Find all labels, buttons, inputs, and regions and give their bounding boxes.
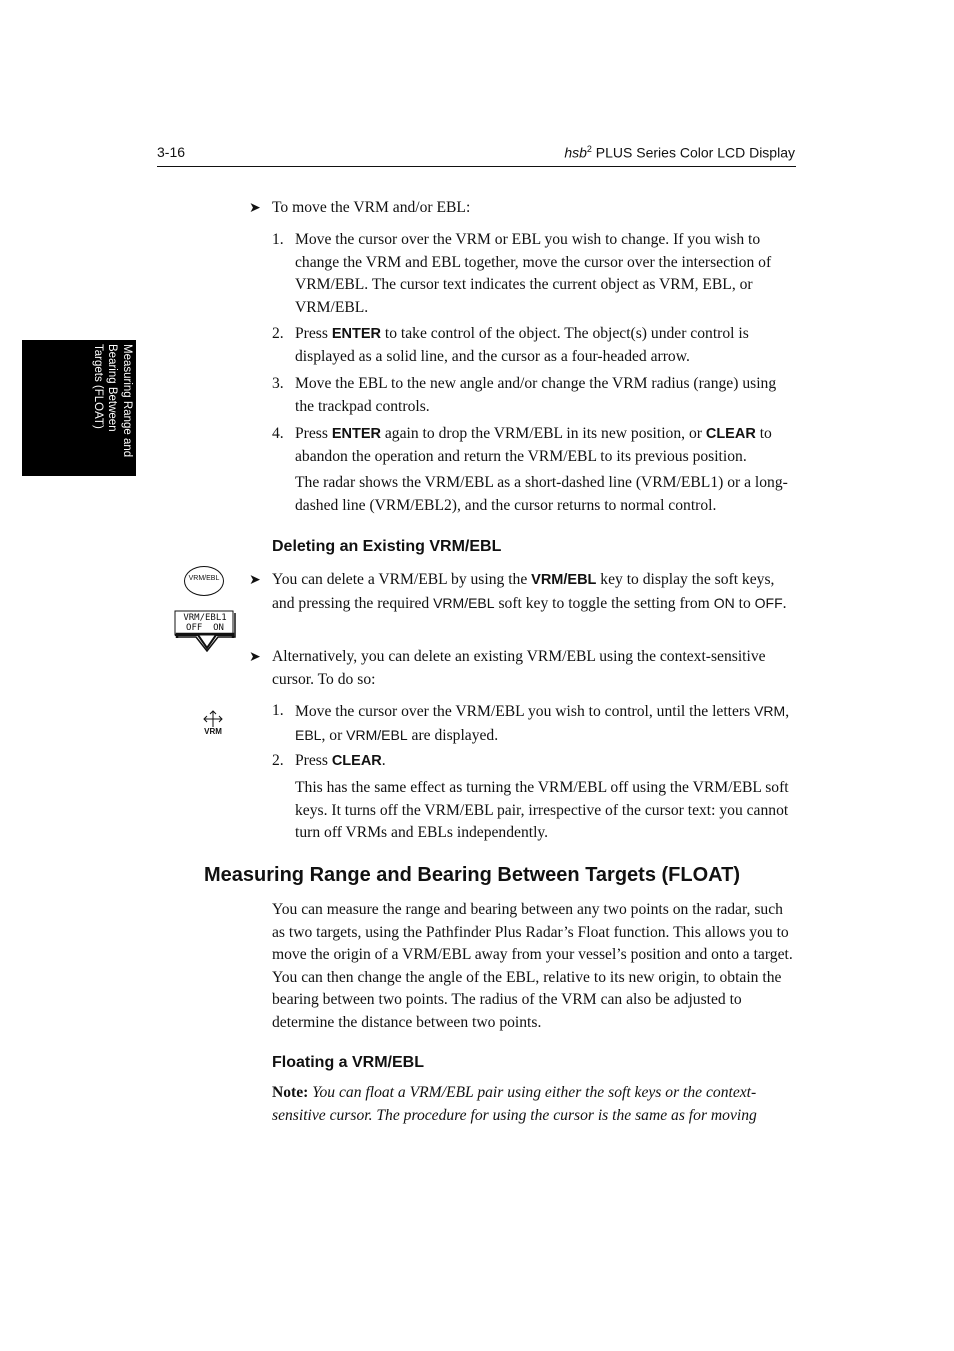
softkey-line: OFF ON [186,623,224,633]
title-hsb: hsb [564,144,587,161]
softkey-line: VRM/EBL1 [183,613,227,623]
enter-key-label: ENTER [331,426,381,442]
delete-step-2 [295,750,796,773]
text-run: to take control of the object. The object(s) under control is displayed as a solid line, and the cursor as a four-headed arrow. [295,325,749,365]
text-run: Press [295,325,332,342]
delete-step-2-note: This has the same effect as turning the VRM/EBL off using the VRM/EBL soft keys. It turns off the VRM/EBL pair, irrespective of the cursor text: you cannot turn off VRMs and EBLs independently. [295,779,789,841]
deleting-heading: Deleting an Existing VRM/EBL [272,538,502,555]
text-run: key to display the soft keys, and pressing the required [272,571,775,612]
title-rest: PLUS Series Color LCD Display [591,144,795,161]
clear-key-label: CLEAR [705,426,756,442]
text-run: , [785,703,790,720]
list-number: 3. [272,375,284,392]
move-step-3: Move the EBL to the new angle and/or change the VRM radius (range) using the trackpad controls. [295,375,777,415]
move-step-2 [295,323,796,368]
side-tab-line: Bearing Between [106,344,119,432]
delete-step-1 [295,700,796,747]
text-run: Press [295,752,332,769]
delete-bullet-1 [272,569,796,615]
section-paragraph: You can measure the range and bearing between any two points on the radar, such as two targets, using the Pathfinder Plus Radar’s Float function. This allows you to move the origin of a VRM/EBL away from your vessel’s position and onto a target. You can then change the angle of the EBL, relative to its new origin, to obtain the bearing between two points. The radius of the VRM can also be adjusted to determine the distance between two points. [272,901,793,1031]
vrm-ebl-key-label: VRM/EBL [188,575,220,582]
chapter-side-tab [22,340,136,476]
text-run: . [782,594,787,612]
header-rule [157,166,796,167]
softkey-text [177,613,233,633]
text-run: again to drop the VRM/EBL in its new position, or [380,425,706,442]
side-tab-line: Measuring Range and [121,344,133,458]
list-number: 2. [272,752,284,769]
cursor-label: VRM [204,727,222,736]
text-run: soft key to toggle the setting from [494,594,714,612]
bullet-arrow-icon: ➤ [249,650,261,665]
softkey-label: ON [713,594,735,611]
vrm-cursor-icon [200,710,226,738]
softkey-label: OFF [754,594,783,611]
cursor-text-label: EBL [295,726,322,743]
bullet-arrow-icon: ➤ [249,201,261,216]
cursor-text-label: VRM/EBL [346,726,408,743]
text-run: to abandon the operation and return the VRM/EBL to its previous position. [295,425,772,465]
list-number: 2. [272,325,284,342]
page-number: 3-16 [157,144,186,160]
side-tab-text [91,344,135,474]
text-run: . [381,752,386,769]
move-step-4-note: The radar shows the VRM/EBL as a short-dashed line (VRM/EBL1) or a long-dashed line (VRM/EBL2), and the cursor returns to normal control. [295,474,788,514]
floating-heading: Floating a VRM/EBL [272,1054,424,1071]
move-intro: To move the VRM and/or EBL: [272,199,471,216]
note-label: Note: [272,1084,309,1101]
section-heading: Measuring Range and Bearing Between Targets (FLOAT) [204,864,740,886]
text-run: Move the cursor over the VRM/EBL you wish to control, until the letters [295,703,755,720]
note-text: You can float a VRM/EBL pair using either the soft keys or the context-sensitive cursor. The procedure for using the cursor is the same as for moving [272,1084,757,1124]
vrm-ebl-key-label: VRM/EBL [531,572,597,588]
clear-key-label: CLEAR [331,753,382,769]
list-number: 1. [272,231,284,248]
document-title [500,144,795,161]
text-run: You can delete a VRM/EBL by using the [272,571,532,588]
title-superscript: 2 [586,144,592,154]
vrm-ebl-key-icon [184,566,224,596]
move-step-4 [295,423,796,468]
text-run: Press [295,425,332,442]
floating-note [272,1082,796,1127]
side-tab-line: Targets (FLOAT) [92,344,104,429]
cursor-text-label: VRM [754,703,786,719]
list-number: 1. [272,702,284,719]
delete-bullet-2: Alternatively, you can delete an existing VRM/EBL using the context-sensitive cursor. To do so: [272,648,766,688]
text-run: , or [321,726,347,744]
bullet-arrow-icon: ➤ [249,573,261,588]
softkey-toggle-icon [174,610,240,652]
softkey-label: VRM/EBL [433,594,495,611]
text-run: are displayed. [407,726,499,744]
move-step-1: Move the cursor over the VRM or EBL you wish to change. If you wish to change the VRM and EBL together, move the cursor over the intersection of VRM/EBL. The cursor text indicates the current object as VRM, EBL, or VRM/EBL. [295,231,772,316]
enter-key-label: ENTER [331,326,381,342]
text-run: to [734,594,755,612]
list-number: 4. [272,425,284,442]
